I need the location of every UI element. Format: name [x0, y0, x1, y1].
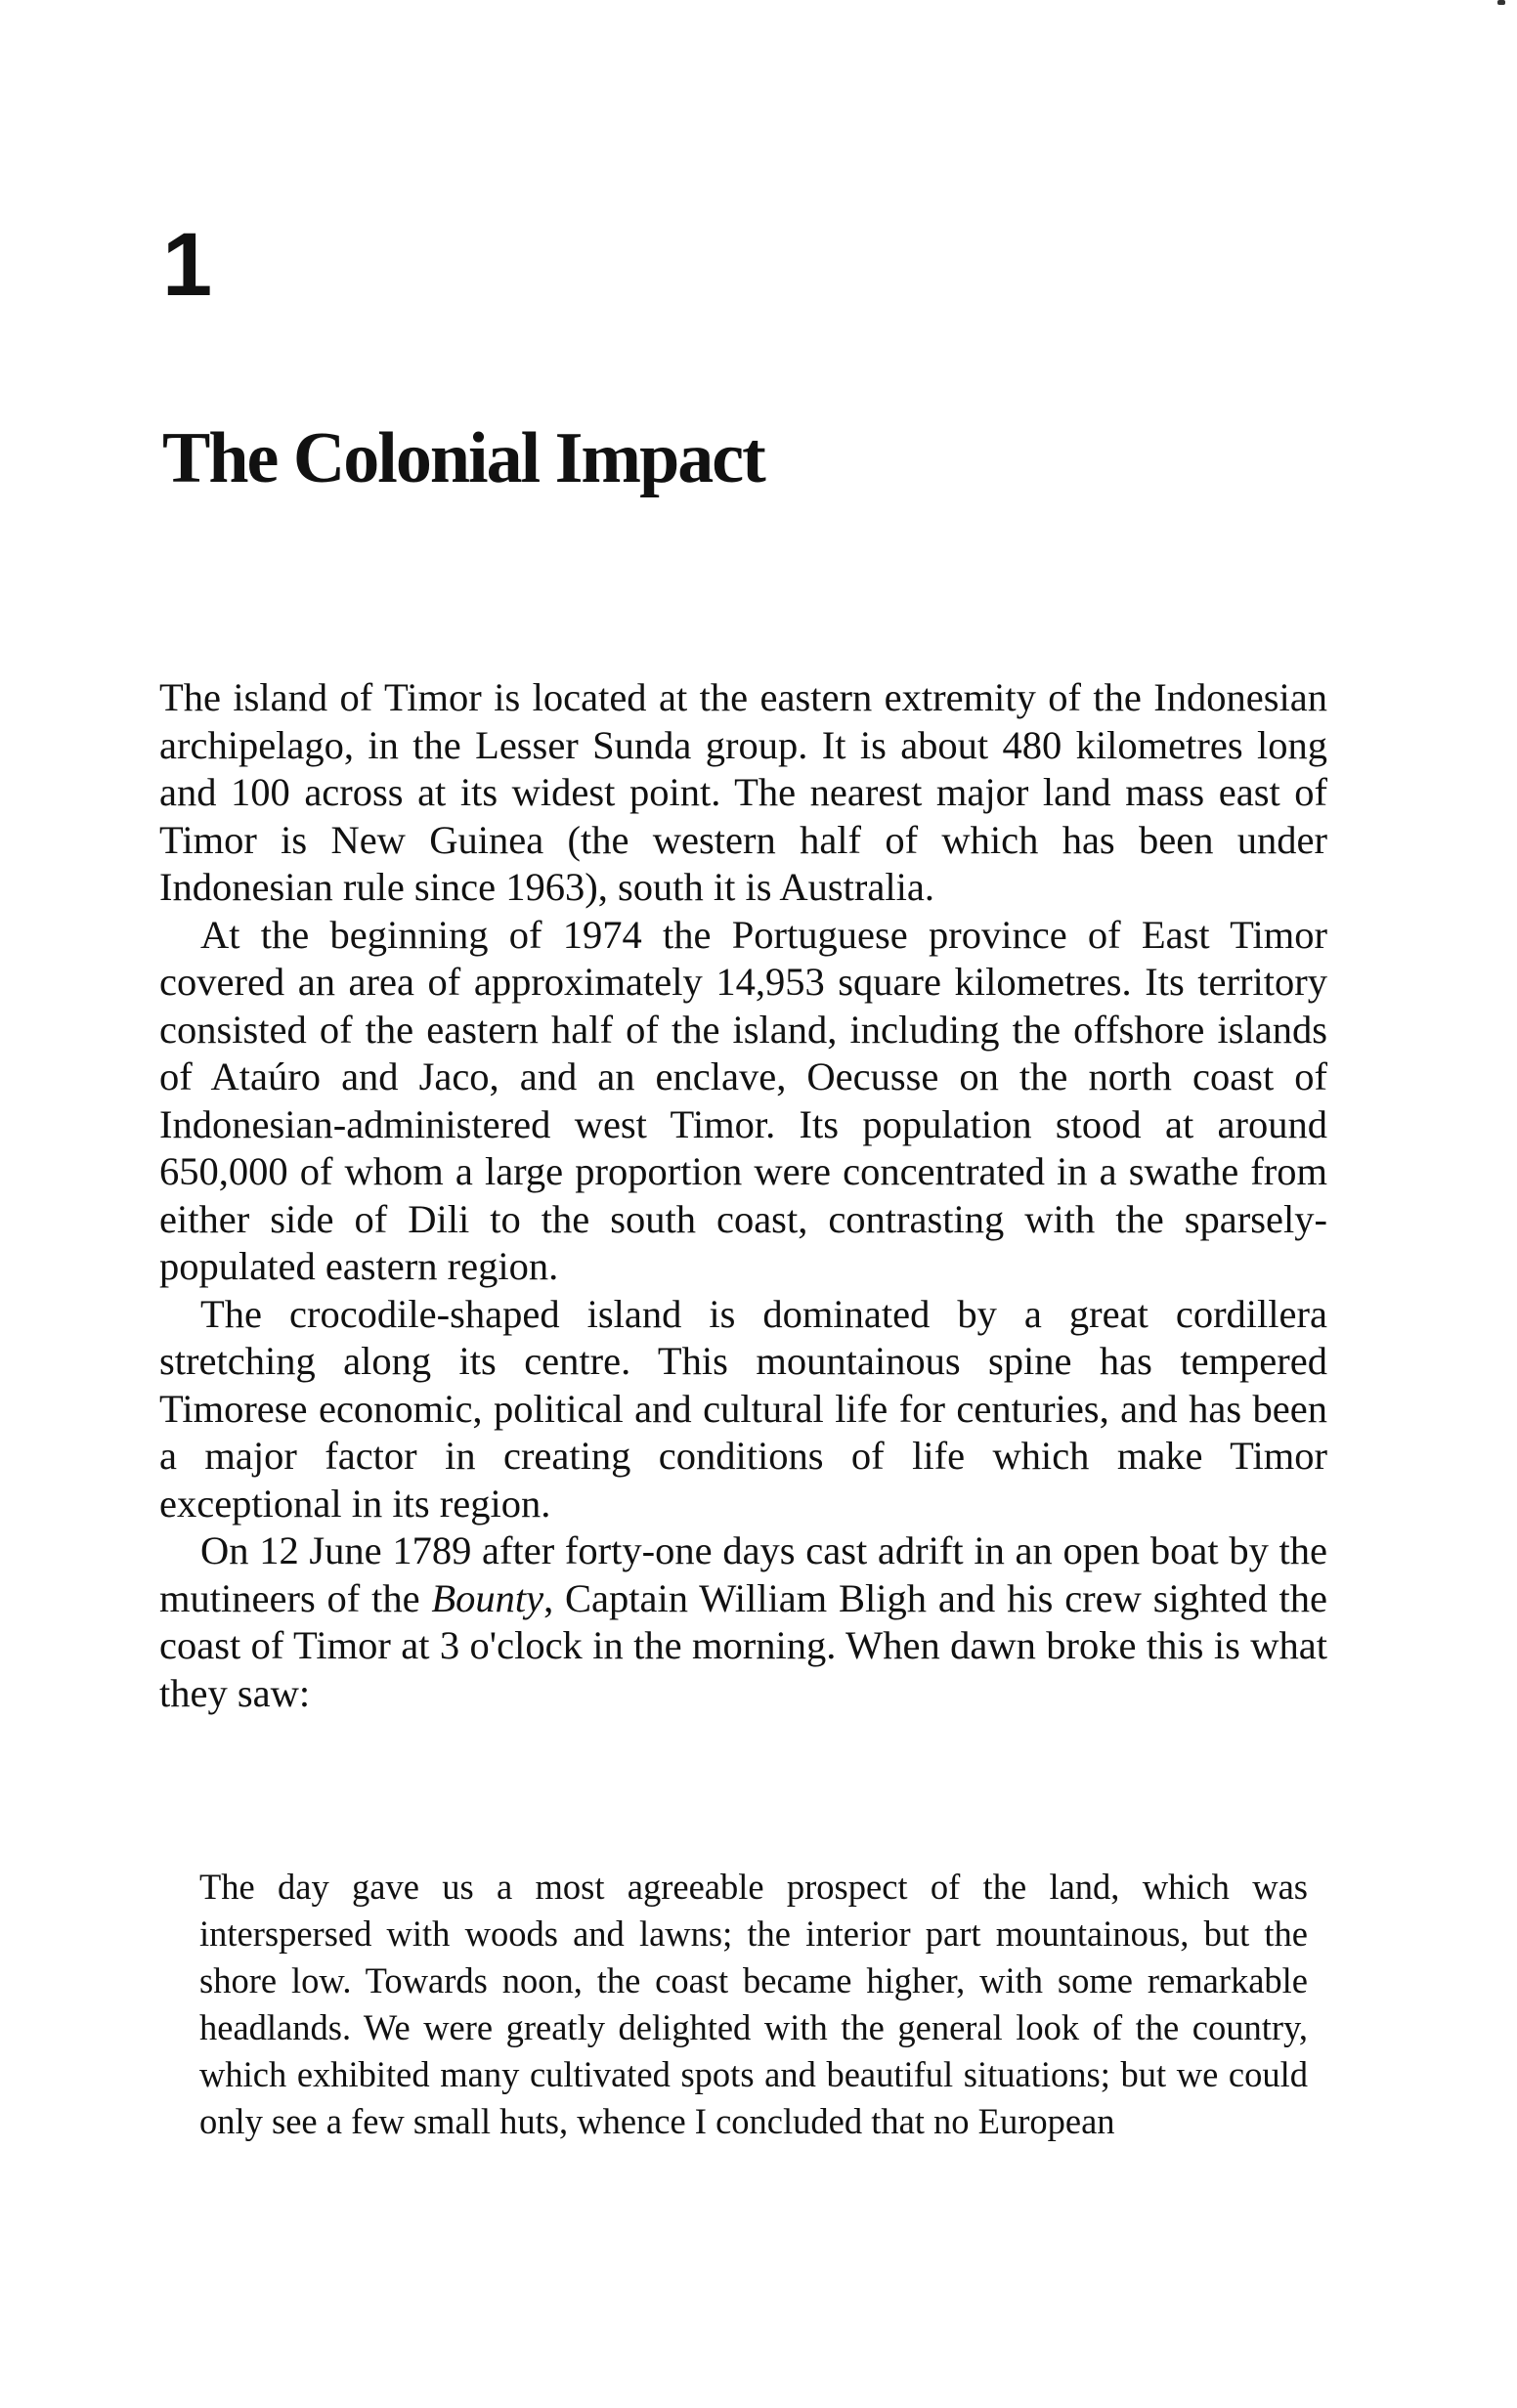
paragraph-4: [159, 1527, 1327, 1717]
ship-name-italic: Bounty: [431, 1575, 544, 1620]
paragraph-1: The island of Timor is located at the eastern extremity of the Indonesian archipelago, in the Lesser Sunda group. It is about 480 kilometres long and 100 across at its widest point. The nearest major land mass east of Timor is New Guinea (the western half of which has been under Indonesian rule since 1963), south it is Australia.: [159, 675, 1327, 909]
paragraph-3: The crocodile-shaped island is dominated by a great cordillera stretching along its centre. This mountainous spine has tempered Timorese economic, political and cultural life for centuries, and has been a major factor in creating conditions of life which make Timor exceptional in its region.: [159, 1291, 1327, 1526]
paragraph-4-after: , Captain William Bligh and his crew sighted the coast of Timor at 3 o'clock in the morning. When dawn broke this is what they saw:: [159, 1575, 1327, 1715]
paragraph-4-before: On 12 June 1789 after forty-one days cast adrift in an open boat by the mutineers of the: [159, 1528, 1327, 1620]
body-text: [159, 674, 1327, 1717]
scan-speck: [1497, 0, 1505, 5]
chapter-title: The Colonial Impact: [162, 418, 764, 498]
paragraph-2: At the beginning of 1974 the Portuguese province of East Timor covered an area of approximately 14,953 square kilometres. Its territory consisted of the eastern half of the island, including the offshore islands of Ataúro and Jaco, and an enclave, Oecusse on the north coast of Indonesian-administered west Timor. Its population stood at around 650,000 of whom a large proportion were concentrated in a swathe from either side of Dili to the south coast, contrasting with the sparsely-populated eastern region.: [159, 912, 1327, 1288]
chapter-number: 1: [162, 215, 213, 315]
block-quote: The day gave us a most agreeable prospect of the land, which was interspersed with woods and lawns; the interior part mountainous, but the shore low. Towards noon, the coast became higher, with some remarkable headlands. We were greatly delighted with the general look of the country, which exhibited many cultivated spots and beautiful situations; but we could only see a few small huts, whence I concluded that no European: [199, 1867, 1308, 2141]
